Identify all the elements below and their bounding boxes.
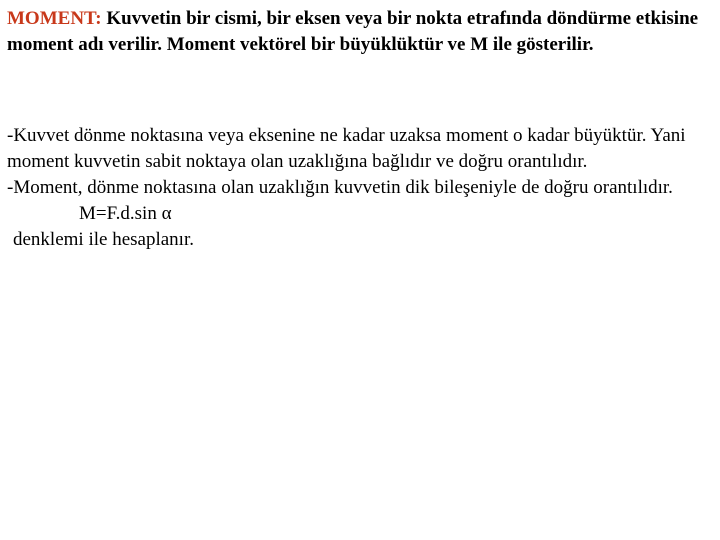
moment-keyword: MOMENT: bbox=[7, 8, 102, 29]
definition-text: Kuvvetin bir cismi, bir eksen veya bir nokta etrafında döndürme etkisine moment adı verilir. Moment vektörel bir büyüklüktür ve M ile gösterilir. bbox=[7, 8, 699, 55]
explanation-block bbox=[7, 123, 713, 253]
moment-formula: M=F.d.sin α bbox=[79, 203, 172, 224]
perpendicular-component-point: -Moment, dönme noktasına olan uzaklığın kuvvetin dik bileşeniyle de doğru orantılıdır. bbox=[7, 177, 673, 198]
formula-caption: denklemi ile hesaplanır. bbox=[13, 229, 194, 250]
distance-point: -Kuvvet dönme noktasına veya eksenine ne kadar uzaksa moment o kadar büyüktür. Yani moment kuvvetin sabit noktaya olan uzaklığına bağlıdır ve doğru orantılıdır. bbox=[7, 125, 686, 172]
definition-paragraph bbox=[7, 6, 713, 58]
